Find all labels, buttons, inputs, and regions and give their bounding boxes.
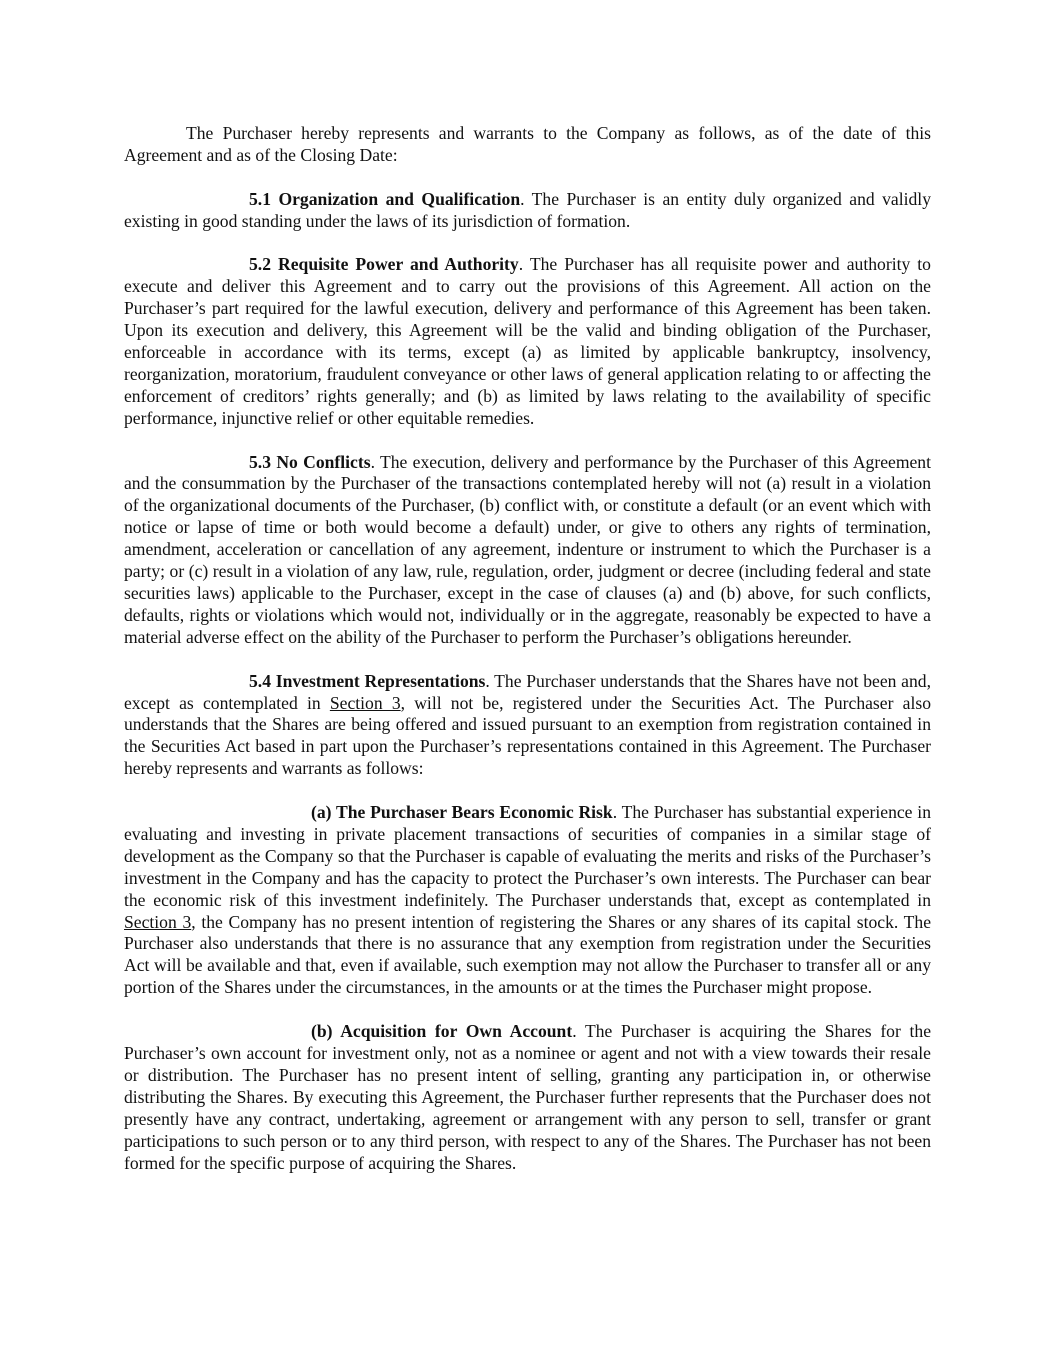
section-5-4-a-heading: (a) The Purchaser Bears Economic Risk (311, 802, 613, 823)
section-5-1-body: . The Purchaser is an entity duly organized and validly existing in good standing under the laws of its jurisdiction of formation. (124, 188, 931, 231)
section-5-3-paragraph (124, 452, 931, 649)
section-5-2-heading: 5.2 Requisite Power and Authority (249, 254, 519, 275)
section-5-4-b-heading: (b) Acquisition for Own Account (311, 1021, 573, 1042)
section-5-4-b-paragraph (124, 1021, 931, 1174)
section-5-1-paragraph (124, 189, 931, 233)
section-5-4-b-body: . The Purchaser is acquiring the Shares for the Purchaser’s own account for investment only, not as a nominee or agent and not with a view towards their resale or distribution. The Purchaser has no present intent of selling, granting any participation in, or otherwise distributing the Shares. By executing this Agreement, the Purchaser further represents that the Purchaser does not presently have any contract, undertaking, agreement or arrangement with any person to sell, transfer or grant participations to such person or to any third person, with respect to any of the Shares. The Purchaser has not been formed for the specific purpose of acquiring the Shares. (124, 1021, 932, 1173)
section-5-2-body: . The Purchaser has all requisite power and authority to execute and deliver this Agreement and to carry out the provisions of this Agreement. All action on the Purchaser’s part required for the lawful execution, delivery and performance of this Agreement has been taken. Upon its execution and delivery, this Agreement will be the valid and binding obligation of the Purchaser, enforceable in accordance with its terms, except (a) as limited by applicable bankruptcy, insolvency, reorganization, moratorium, fraudulent conveyance or other laws of general application relating to or affecting the enforcement of creditors’ rights generally; and (b) as limited by laws relating to the availability of specific performance, injunctive relief or other equitable remedies. (124, 254, 931, 428)
section-5-4-a-body-start: . The Purchaser has substantial experience in evaluating and investing in private placement transactions of securities of companies in a similar stage of development as the Company so that the Purchaser is capable of evaluating the merits and risks of the Purchaser’s investment in the Company and has the capacity to protect the Purchaser’s own interests. The Purchaser can bear the economic risk of this investment indefinitely. The Purchaser understands that, except as contemplated in (124, 802, 931, 910)
section-5-4-a-paragraph (124, 802, 931, 999)
section-5-4-a-body-end: , the Company has no present intention of registering the Shares or any shares of its capital stock. The Purchaser also understands that there is no assurance that any exemption from registration under the Securities Act will be available and that, even if available, such exemption may not allow the Purchaser to transfer all or any portion of the Shares under the circumstances, in the amounts or at the times the Purchaser might propose. (124, 911, 932, 998)
section-5-4-body-end: , will not be, registered under the Securities Act. The Purchaser also understands that the Shares are being offered and issued pursuant to an exemption from registration contained in the Securities Act based in part upon the Purchaser’s representations contained in this Agreement. The Purchaser hereby represents and warrants as follows: (124, 692, 931, 779)
section-5-1-heading: 5.1 Organization and Qualification (249, 188, 521, 209)
section-5-4-heading: 5.4 Investment Representations (249, 670, 486, 691)
section-3-reference-link[interactable]: Section 3 (329, 692, 401, 713)
section-5-3-body: . The execution, delivery and performance by the Purchaser of this Agreement and the consummation by the Purchaser of the transactions contemplated hereby will not (a) result in a violation of the organizational documents of the Purchaser, (b) conflict with, or constitute a default (or an event which with notice or lapse of time or both would become a default) under, or give to others any rights of termination, amendment, acceleration or cancellation of any agreement, indenture or instrument to which the Purchaser is a party; or (c) result in a violation of any law, rule, regulation, order, judgment or decree (including federal and state securities laws) applicable to the Purchaser, except in the case of clauses (a) and (b) above, for such conflicts, defaults, rights or violations which would not, individually or in the aggregate, reasonably be expected to have a material adverse effect on the ability of the Purchaser to perform the Purchaser’s obligations hereunder. (124, 451, 931, 647)
section-5-3-heading: 5.3 No Conflicts (249, 451, 371, 472)
intro-paragraph (124, 123, 931, 167)
section-5-4-body-start: . The Purchaser understands that the Shares have not been and, except as contemplated in (124, 670, 931, 713)
document-page (124, 123, 931, 1196)
section-5-2-paragraph (124, 254, 931, 429)
intro-text: The Purchaser hereby represents and warrants to the Company as follows, as of the date of this Agreement and as of the Closing Date: (124, 123, 931, 165)
section-5-4-paragraph (124, 671, 931, 781)
section-3-reference-link[interactable]: Section 3 (124, 911, 192, 932)
